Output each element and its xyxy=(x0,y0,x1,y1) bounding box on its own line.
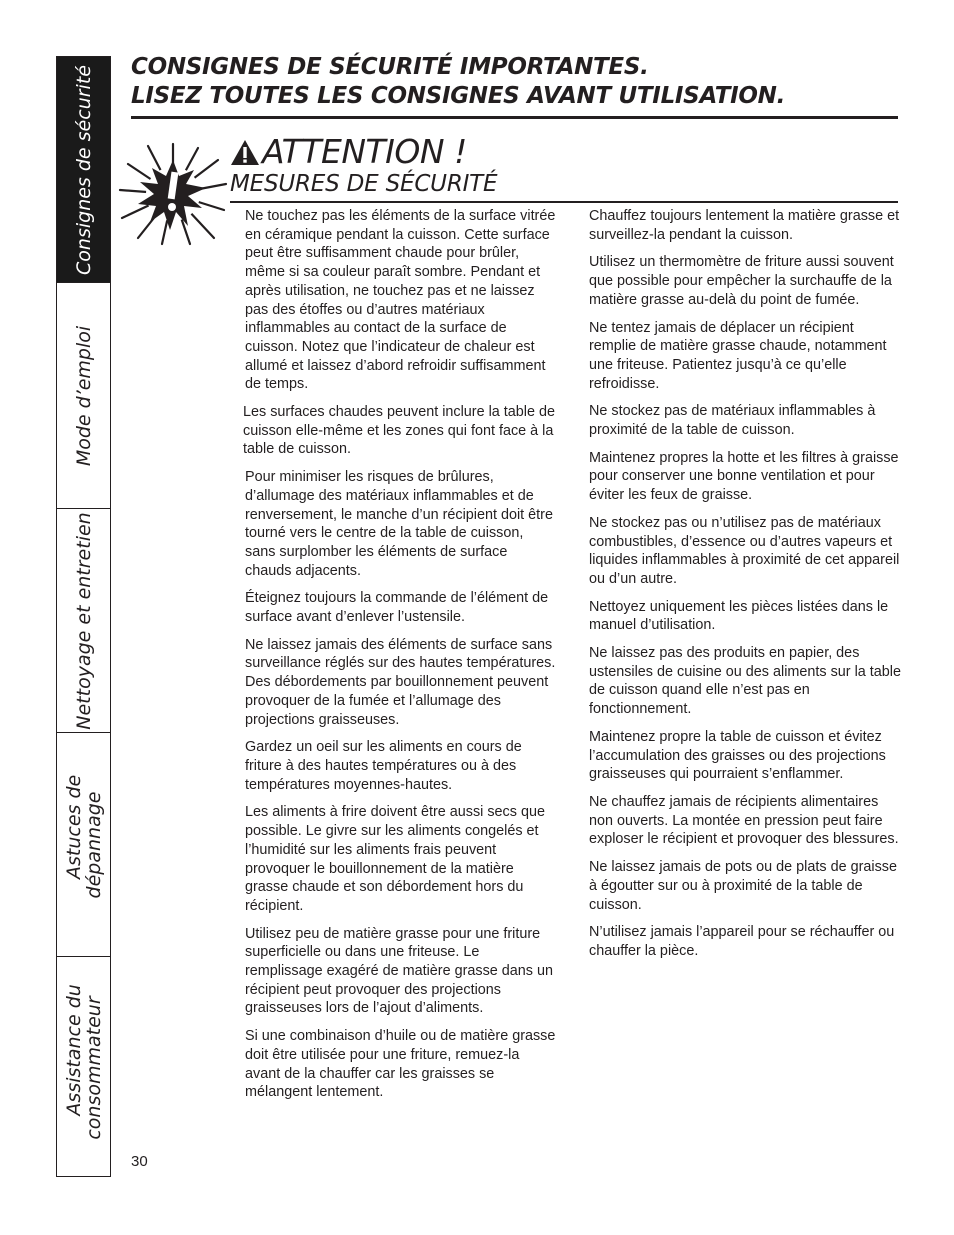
paragraph: Ne stockez pas de matériaux inflammables à proximité de la table de cuisson. xyxy=(589,403,876,439)
exclamation-burst-icon xyxy=(118,142,228,246)
page-number: 30 xyxy=(131,1153,148,1170)
tab-label-text: Assistance du consommateur xyxy=(62,983,105,1140)
header-line-2: LISEZ TOUTES LES CONSIGNES AVANT UTILISATION. xyxy=(131,83,786,109)
tab-consignes-de-securite[interactable] xyxy=(57,57,110,283)
paragraph: Maintenez propre la table de cuisson et évitez l’accumulation des graisses ou des projections graisseuses qui pourraient s’enflammer. xyxy=(589,728,886,783)
tab-astuces-de-depannage[interactable] xyxy=(57,733,110,957)
paragraph: Ne tentez jamais de déplacer un récipient remplie de matière grasse chaude, notamment une friteuse. Patientez jusqu’à ce qu’elle refroidisse. xyxy=(589,319,887,392)
tab-label xyxy=(57,984,110,1152)
paragraph: Ne laissez jamais des éléments de surface sans surveillance réglés sur des hautes températures. Des débordements par bouillonnement peuvent provoquer de la fumée et l’allumage des projections graisseuses. xyxy=(245,636,556,728)
paragraph: Les aliments à frire doivent être aussi secs que possible. Le givre sur les aliments congelés et l’humidité sur les aliments frais peuvent provoquer le bouillonnement de la matière grasse chaude et son débordement hors du récipient. xyxy=(245,804,545,914)
tab-label xyxy=(57,774,110,914)
paragraph: N’utilisez jamais l’appareil pour se réchauffer ou chauffer la pièce. xyxy=(589,924,895,959)
right-column xyxy=(589,207,901,970)
left-column xyxy=(245,207,557,1111)
attention-title xyxy=(230,133,467,171)
attention-subtitle: MESURES DE SÉCURITÉ xyxy=(230,171,498,197)
paragraph: Pour minimiser les risques de brûlures, d’allumage des matériaux inflammables et de renversement, le manche d’un récipient doit être tourné vers le centre de la table de cuisson, sans surplomber les éléments de surface chauds adjacents. xyxy=(245,469,553,579)
paragraph: Ne chauffez jamais de récipients alimentaires non ouverts. La montée en pression peut faire exploser le récipient et provoquer des blessures. xyxy=(589,793,899,848)
paragraph: Ne stockez pas ou n’utilisez pas de matériaux combustibles, d’essence ou d’autres vapeurs et liquides inflammables à proximité de cet appareil ou d’un autre. xyxy=(589,514,900,587)
paragraph: Ne laissez pas des produits en papier, des ustensiles de cuisine ou des aliments sur la table de cuisson quand elle n’est pas en fonctionnement. xyxy=(589,645,901,718)
paragraph: Les surfaces chaudes peuvent inclure la table de cuisson elle-même et les zones qui font face à la table de cuisson. xyxy=(243,404,555,458)
attention-title-text: ATTENTION ! xyxy=(262,132,467,171)
paragraph: Gardez un oeil sur les aliments en cours de friture à des hautes températures ou à des températures moyennes-hautes. xyxy=(245,739,522,793)
paragraph: Nettoyez uniquement les pièces listées dans le manuel d’utilisation. xyxy=(589,598,889,634)
paragraph: Si une combinaison d’huile ou de matière grasse doit être utilisée pour une friture, remuez-la avant de la chauffer car les graisses se mélangent lentement. xyxy=(245,1028,556,1101)
header-divider xyxy=(131,116,898,119)
tab-label: Consignes de sécurité xyxy=(72,64,95,275)
paragraph: Éteignez toujours la commande de l’élément de surface avant d’enlever l’ustensile. xyxy=(245,590,549,626)
tab-mode-d-emploi[interactable] xyxy=(57,283,110,509)
paragraph: Utilisez un thermomètre de friture aussi souvent que possible pour empêcher la surchauffe de la matière grasse au-delà du point de fumée. xyxy=(589,254,894,308)
page-header xyxy=(131,53,897,111)
tab-nettoyage-et-entretien[interactable] xyxy=(57,509,110,733)
tab-assistance-du-consommateur[interactable] xyxy=(57,957,110,1178)
warning-triangle-icon xyxy=(230,139,260,166)
section-tab-rail xyxy=(56,56,111,1177)
paragraph: Ne touchez pas les éléments de la surface vitrée en céramique pendant la cuisson. Cette surface peut être suffisamment chaude pour brûler, même si sa couleur paraît sombre. Pendant et après utilisation, ne touchez pas et ne laissez pas des étoffes ou d’autres matériaux inflammables au contact de la surface de cuisson. Notez que l’indicateur de chaleur est allumé et laissez d’abord refroidir suffisamment de temps. xyxy=(245,208,556,393)
subtitle-divider xyxy=(230,201,898,203)
tab-label: Mode d’emploi xyxy=(72,325,95,466)
paragraph: Chauffez toujours lentement la matière grasse et surveillez-la pendant la cuisson. xyxy=(589,208,900,243)
header-line-1: CONSIGNES DE SÉCURITÉ IMPORTANTES. xyxy=(131,54,649,80)
tab-label: Nettoyage et entretien xyxy=(72,511,95,730)
paragraph: Ne laissez jamais de pots ou de plats de graisse à égoutter sur ou à proximité de la table de cuisson. xyxy=(589,859,897,913)
paragraph: Utilisez peu de matière grasse pour une friture superficielle ou dans une friteuse. Le remplissage exagéré de matière grasse dans un récipient peut provoquer des projections graisseuses lors de l’ajout d’aliments. xyxy=(245,925,553,1017)
paragraph: Maintenez propres la hotte et les filtres à graisse pour conserver une bonne ventilation et pour éviter les feux de graisse. xyxy=(589,449,899,504)
tab-label-text: Astuces de dépannage xyxy=(62,774,105,898)
